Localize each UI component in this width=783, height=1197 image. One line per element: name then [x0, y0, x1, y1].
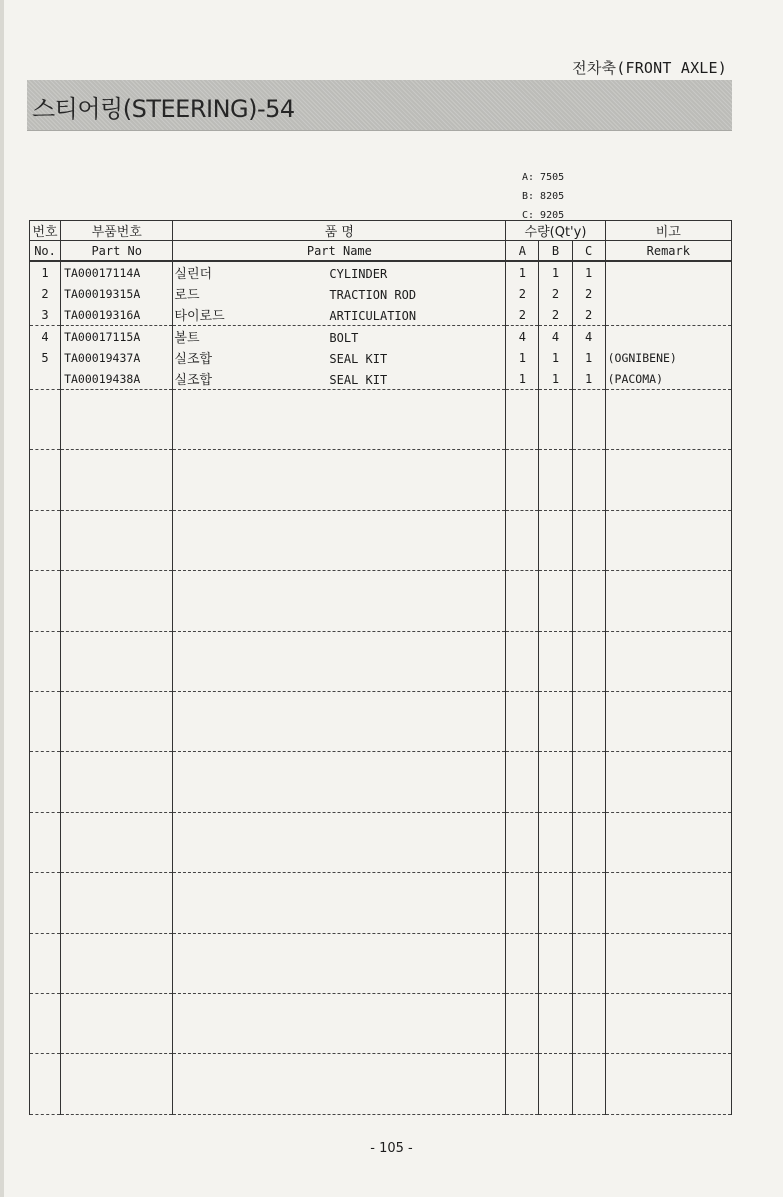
empty-row: [30, 390, 732, 450]
row-no: 3: [30, 304, 61, 326]
row-qty-a: 2: [506, 304, 539, 326]
row-qty-a: 1: [506, 347, 539, 368]
row-name-ko: 실조합: [174, 352, 213, 367]
row-qty-b: 2: [539, 283, 572, 304]
header-part-ko: 부품번호: [61, 221, 173, 241]
empty-row: [30, 1054, 732, 1114]
row-qty-c: 1: [572, 368, 605, 390]
table-row: [30, 368, 732, 390]
row-qty-a: 4: [506, 326, 539, 348]
row-part-name: [173, 347, 506, 368]
header-name-ko: 품 명: [173, 221, 506, 241]
row-qty-c: 1: [572, 261, 605, 283]
table-row: [30, 326, 732, 348]
row-remark: [605, 326, 731, 348]
row-part-name: [173, 261, 506, 283]
row-name-en: ARTICULATION: [329, 309, 417, 323]
row-part-no: TA00019437A: [61, 347, 173, 368]
model-legend: [522, 168, 564, 225]
row-name-en: CYLINDER: [329, 267, 388, 281]
row-part-name: [173, 326, 506, 348]
header-remark-ko: 비고: [605, 221, 731, 241]
empty-row: [30, 873, 732, 933]
row-remark: (OGNIBENE): [605, 347, 731, 368]
table-row: [30, 347, 732, 368]
row-name-ko: 타이로드: [174, 309, 225, 324]
row-part-no: TA00017115A: [61, 326, 173, 348]
empty-row: [30, 691, 732, 751]
row-remark: [605, 261, 731, 283]
title-bar: [27, 80, 732, 131]
row-qty-a: 1: [506, 368, 539, 390]
row-qty-b: 2: [539, 304, 572, 326]
model-legend-a: A: 7505: [522, 172, 565, 183]
section-label: 전차축(FRONT AXLE): [572, 59, 727, 77]
table-row: [30, 304, 732, 326]
row-name-en: TRACTION ROD: [329, 288, 417, 302]
header-qty-a: A: [506, 241, 539, 262]
empty-row: [30, 812, 732, 872]
header-no-ko: 번호: [30, 221, 61, 241]
row-qty-b: 1: [539, 261, 572, 283]
header-remark-en: Remark: [605, 241, 731, 262]
row-name-ko: 실조합: [174, 373, 213, 388]
row-part-name: [173, 368, 506, 390]
row-qty-c: 1: [572, 347, 605, 368]
row-no: 4: [30, 326, 61, 348]
header-no-en: No.: [30, 241, 61, 262]
row-no: 2: [30, 283, 61, 304]
empty-row: [30, 993, 732, 1053]
row-name-en: BOLT: [329, 331, 359, 345]
empty-row: [30, 510, 732, 570]
header-qty-ko: 수량(Qt'y): [506, 221, 605, 241]
row-remark: [605, 304, 731, 326]
row-part-no: TA00019315A: [61, 283, 173, 304]
model-legend-c: C: 9205: [522, 210, 565, 221]
row-qty-a: 1: [506, 261, 539, 283]
row-part-no: TA00019316A: [61, 304, 173, 326]
table-header-row-ko: [30, 221, 732, 241]
row-qty-a: 2: [506, 283, 539, 304]
header-name-en: Part Name: [173, 241, 506, 262]
header-part-en: Part No: [61, 241, 173, 262]
empty-row: [30, 933, 732, 993]
row-part-name: [173, 304, 506, 326]
empty-row: [30, 631, 732, 691]
row-qty-c: 4: [572, 326, 605, 348]
row-name-en: SEAL KIT: [329, 373, 388, 387]
row-name-ko: 볼트: [174, 331, 200, 346]
row-part-no: TA00017114A: [61, 261, 173, 283]
row-no: 1: [30, 261, 61, 283]
table-row: [30, 283, 732, 304]
page-title: 스티어링(STEERING)-54: [32, 95, 295, 123]
row-remark: [605, 283, 731, 304]
row-name-ko: 로드: [174, 288, 200, 303]
row-remark: (PACOMA): [605, 368, 731, 390]
table-row: [30, 261, 732, 283]
table-header-row-en: [30, 241, 732, 262]
row-no: [30, 368, 61, 390]
empty-row: [30, 450, 732, 510]
row-qty-b: 1: [539, 368, 572, 390]
empty-row: [30, 752, 732, 812]
row-part-name: [173, 283, 506, 304]
row-qty-b: 1: [539, 347, 572, 368]
page-number: - 105 -: [370, 1141, 413, 1156]
model-legend-b: B: 8205: [522, 191, 565, 202]
row-name-en: SEAL KIT: [329, 352, 388, 366]
header-qty-b: B: [539, 241, 572, 262]
row-qty-b: 4: [539, 326, 572, 348]
row-qty-c: 2: [572, 304, 605, 326]
row-qty-c: 2: [572, 283, 605, 304]
row-no: 5: [30, 347, 61, 368]
header-qty-c: C: [572, 241, 605, 262]
row-name-ko: 실린더: [174, 267, 213, 282]
page-edge: [0, 0, 4, 1197]
empty-row: [30, 571, 732, 631]
parts-table: [29, 220, 732, 1115]
row-part-no: TA00019438A: [61, 368, 173, 390]
